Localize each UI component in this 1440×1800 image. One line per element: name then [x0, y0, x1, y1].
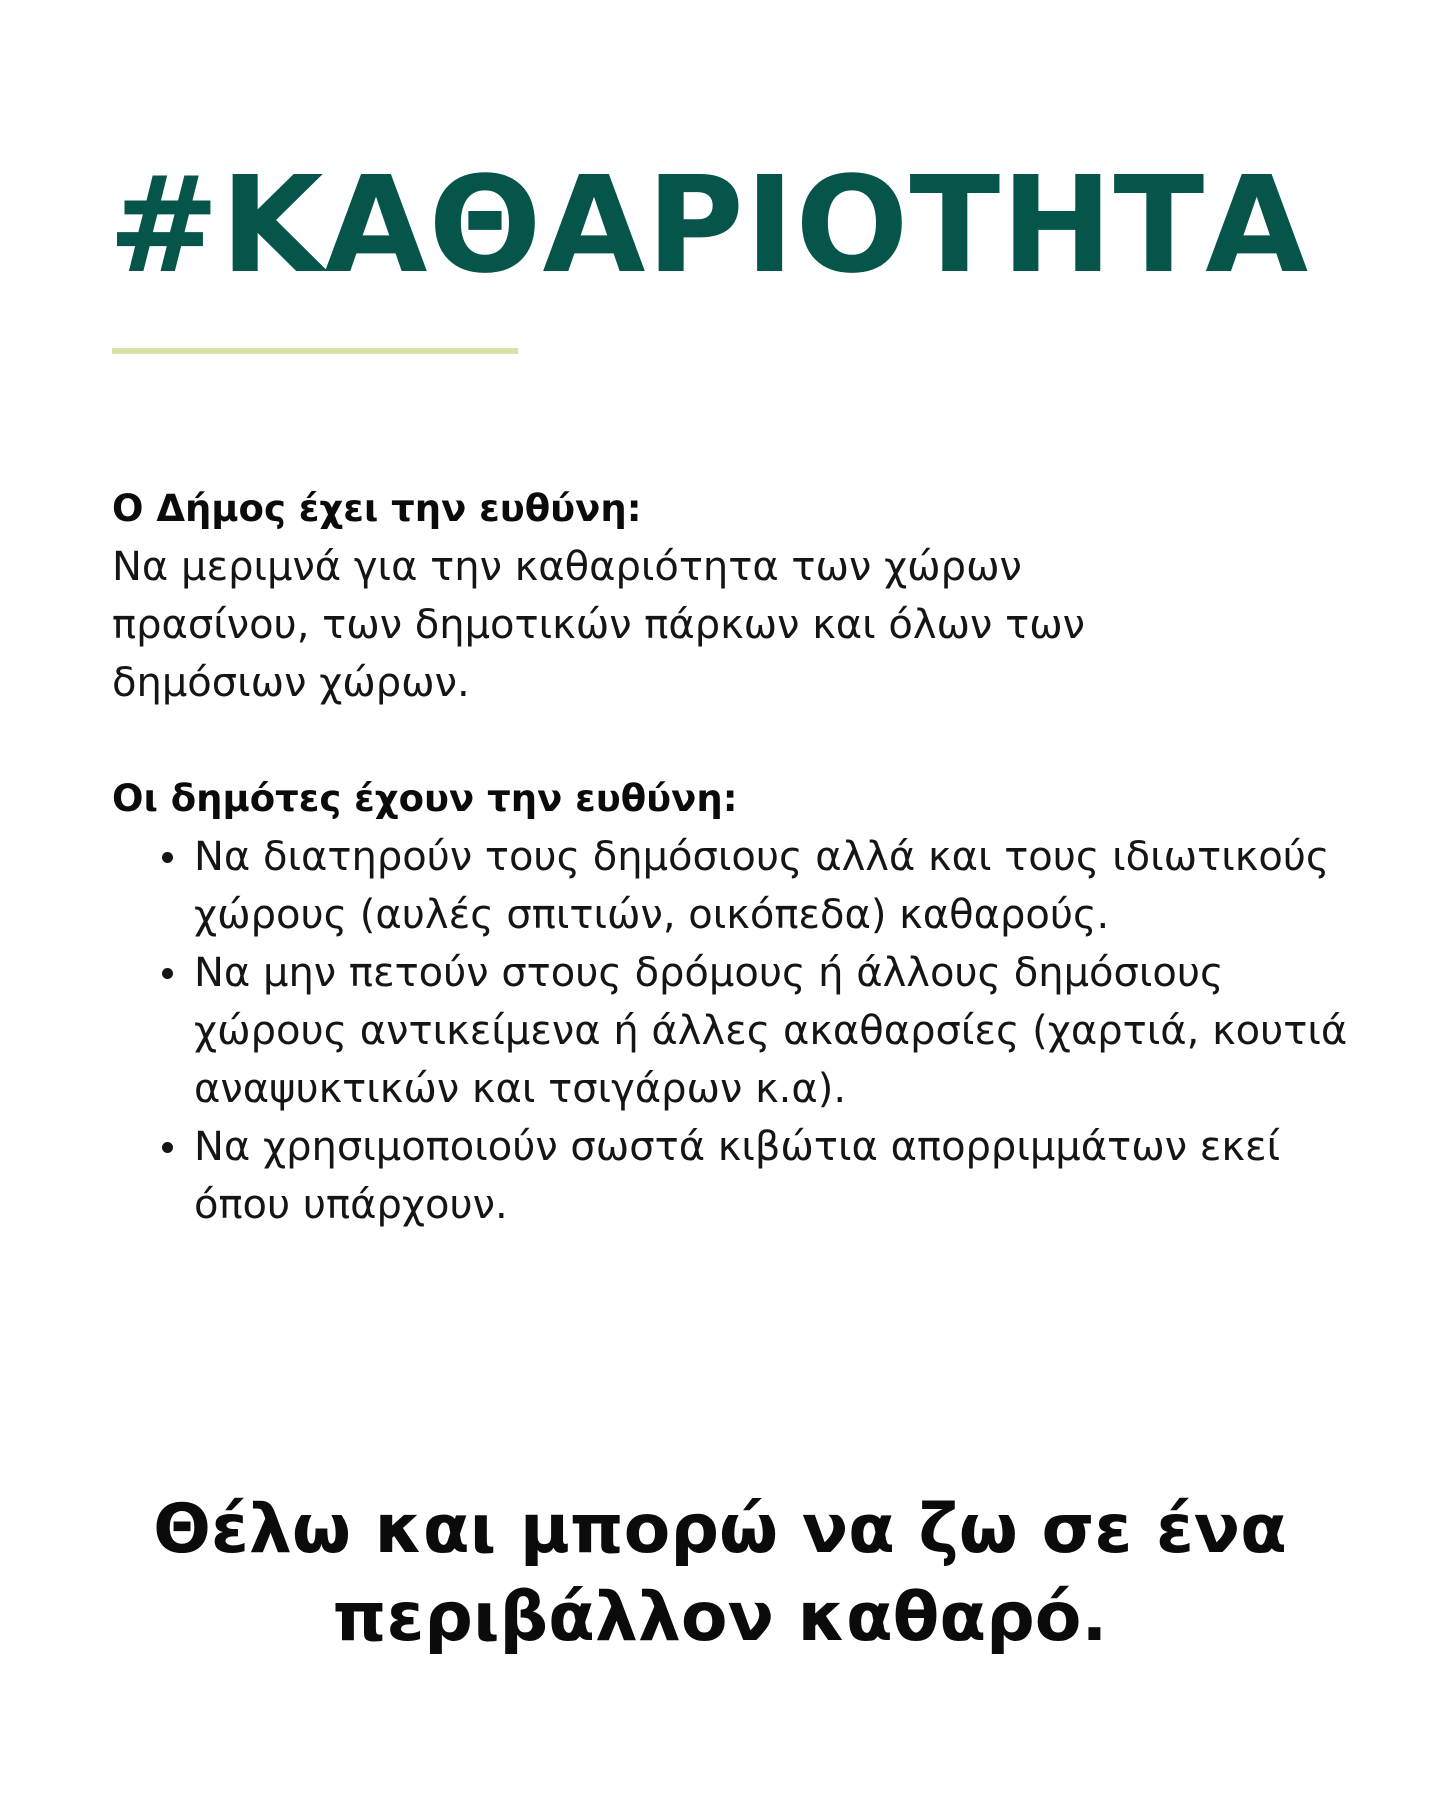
list-item — [112, 1118, 1354, 1234]
bullet-icon — [162, 1142, 173, 1153]
list-item-text: Να μην πετούν στους δρόμους ή άλλους δημόσιους χώρους αντικείμενα ή άλλες ακαθαρσίες (χαρτιά, κουτιά αναψυκτικών και τσιγάρων κ.α). — [194, 950, 1348, 1112]
title-underline — [112, 348, 518, 354]
closing-slogan — [0, 1486, 1440, 1662]
closing-line-2: περιβάλλον καθαρό. — [332, 1578, 1108, 1657]
municipality-section — [112, 480, 1352, 712]
bullet-icon — [162, 968, 173, 979]
section-spacer — [112, 712, 1352, 770]
list-item-text: Να διατηρούν τους δημόσιους αλλά και τους ιδιωτικούς χώρους (αυλές σπιτιών, οικόπεδα) καθαρούς. — [194, 834, 1330, 938]
municipality-text: Να μεριμνά για την καθαριότητα των χώρων πρασίνου, των δημοτικών πάρκων και όλων των δημόσιων χώρων. — [112, 544, 1086, 706]
closing-line-1: Θέλω και μπορώ να ζω σε ένα — [153, 1490, 1287, 1569]
municipality-heading: Ο Δήμος έχει την ευθύνη: — [112, 487, 642, 530]
list-item — [112, 828, 1354, 944]
bullet-icon — [162, 852, 173, 863]
list-item-text: Να χρησιμοποιούν σωστά κιβώτια απορριμμάτων εκεί όπου υπάρχουν. — [194, 1124, 1281, 1228]
citizens-responsibilities-list — [112, 828, 1352, 1234]
content-body — [112, 480, 1352, 1234]
page-title: #ΚΑΘΑΡΙΟΤΗΤΑ — [108, 149, 1310, 303]
citizens-heading: Οι δημότες έχουν την ευθύνη: — [112, 777, 738, 820]
citizens-section — [112, 770, 1352, 1234]
list-item — [112, 944, 1354, 1118]
